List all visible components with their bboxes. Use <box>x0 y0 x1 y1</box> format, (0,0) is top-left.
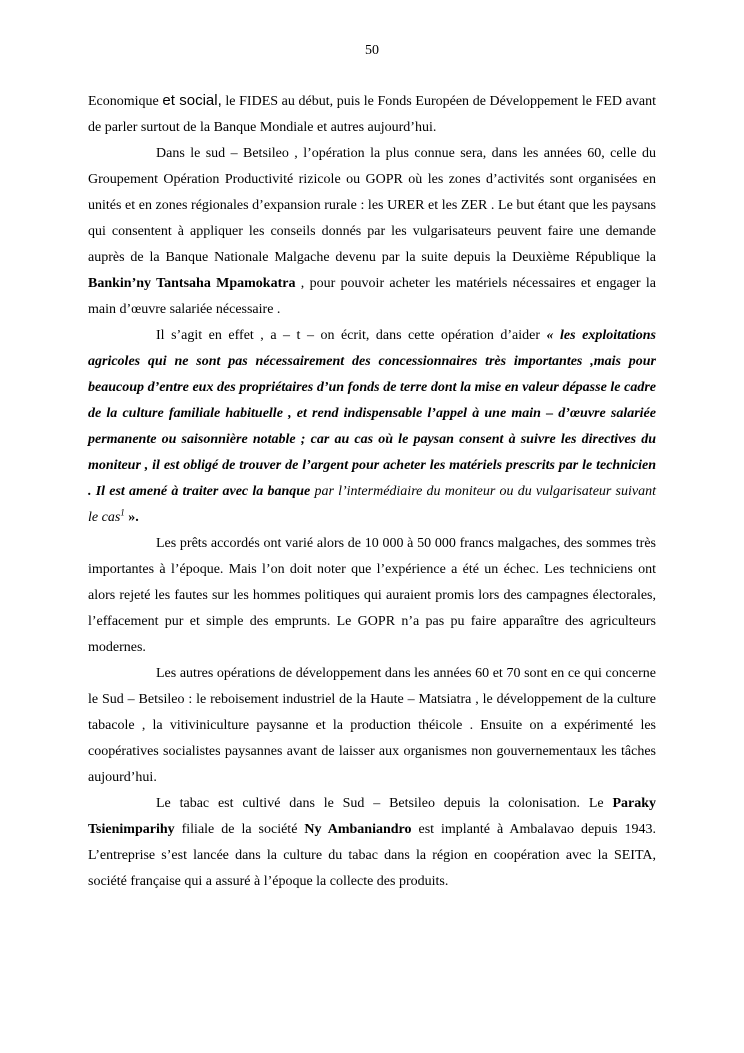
paragraph-operations <box>88 661 656 791</box>
text-span: Les prêts accordés ont varié alors de 10 000 à 50 000 francs malgaches, des sommes très importantes à l’époque. Mais l’on doit noter que l’expérience a été un échec. Les techniciens ont alors rejeté les fautes sur les hommes politiques qui auraient promis lors des campagnes électorales, l’effacement pur et simple des emprunts. Le GOPR n’a pas pu faire apparaître des agriculteurs modernes. <box>88 536 656 655</box>
paragraph-quotation <box>88 323 656 531</box>
text-span: Dans le sud – Betsileo , l’opération la plus connue sera, dans les années 60, celle du Groupement Opération Productivité rizicole ou GOPR où les zones d’activités sont organisées en unités et en zones régionales d’expansion rurale : les URER et les ZER . Le but étant que les paysans qui consentent à appliquer les conseils donnés par les vulgarisateurs peuvent faire une demande auprès de la Banque Nationale Malgache devenu par la suite depuis la Deuxième République la <box>88 146 656 265</box>
paragraph-prets <box>88 531 656 661</box>
page-number: 50 <box>365 43 379 58</box>
text-span: Il s’agit en effet , a – t – on écrit, dans cette opération d’aider <box>156 328 547 343</box>
paragraph-gopr <box>88 141 656 323</box>
company-name-bold: Ny Ambaniandro <box>304 822 412 837</box>
quotation-italic: par l’intermédiaire du moniteur ou du vulgarisateur suivant le cas <box>88 484 656 525</box>
text-span: filiale de la société <box>174 822 305 837</box>
text-span: est implanté à Ambalavao depuis 1943. L’entreprise s’est lancée dans la culture du tabac dans la région en coopération avec la SEITA, société française qui a assuré à l’époque la collecte des produits. <box>88 822 656 889</box>
quotation-bold-italic: « les exploitations agricoles qui ne sont pas nécessairement des concessionnaires très importantes ,mais pour beaucoup d’entre eux des propriétaires d’un fonds de terre dont la mise en valeur dépasse le cadre de la culture familiale habituelle , et rend indispensable l’appel à une main – d’œuvre salariée permanente ou saisonnière notable ; car au cas où le paysan consent à suivre les directives du moniteur , il est obligé de trouver de l’argent pour acheter les matériels prescrits par le technicien . Il est amené à traiter avec la banque <box>88 328 657 499</box>
paragraph-tabac <box>88 791 656 895</box>
text-span: le FIDES au début, puis le Fonds Européen de Développement le FED avant de parler surtout de la Banque Mondiale et autres aujourd’hui. <box>88 94 656 135</box>
paragraph-economique <box>88 88 656 141</box>
text-span: , pour pouvoir acheter les matériels nécessaires et engager la main d’œuvre salariée nécessaire . <box>88 276 657 317</box>
bank-name-bold: Bankin’ny Tantsaha Mpamokatra <box>88 276 296 291</box>
text-span: Les autres opérations de développement dans les années 60 et 70 sont en ce qui concerne le Sud – Betsileo : le reboisement industriel de la Haute – Matsiatra , le développement de la culture tabacole , la vitiviniculture paysanne et la production théicole . Ensuite on a expérimenté les coopératives socialistes paysannes avant de laisser aux organismes non gouvernementaux les tâches aujourd’hui. <box>88 666 656 785</box>
document-body <box>88 88 656 895</box>
text-span: Le tabac est cultivé dans le Sud – Betsileo depuis la colonisation. Le <box>156 796 613 811</box>
text-span-sans: et social, <box>162 92 222 109</box>
company-name-bold: Paraky Tsienimparihy <box>88 796 656 837</box>
footnote-marker: 1 <box>120 507 125 518</box>
text-span: Economique <box>88 94 163 109</box>
quote-close: ». <box>124 510 139 525</box>
